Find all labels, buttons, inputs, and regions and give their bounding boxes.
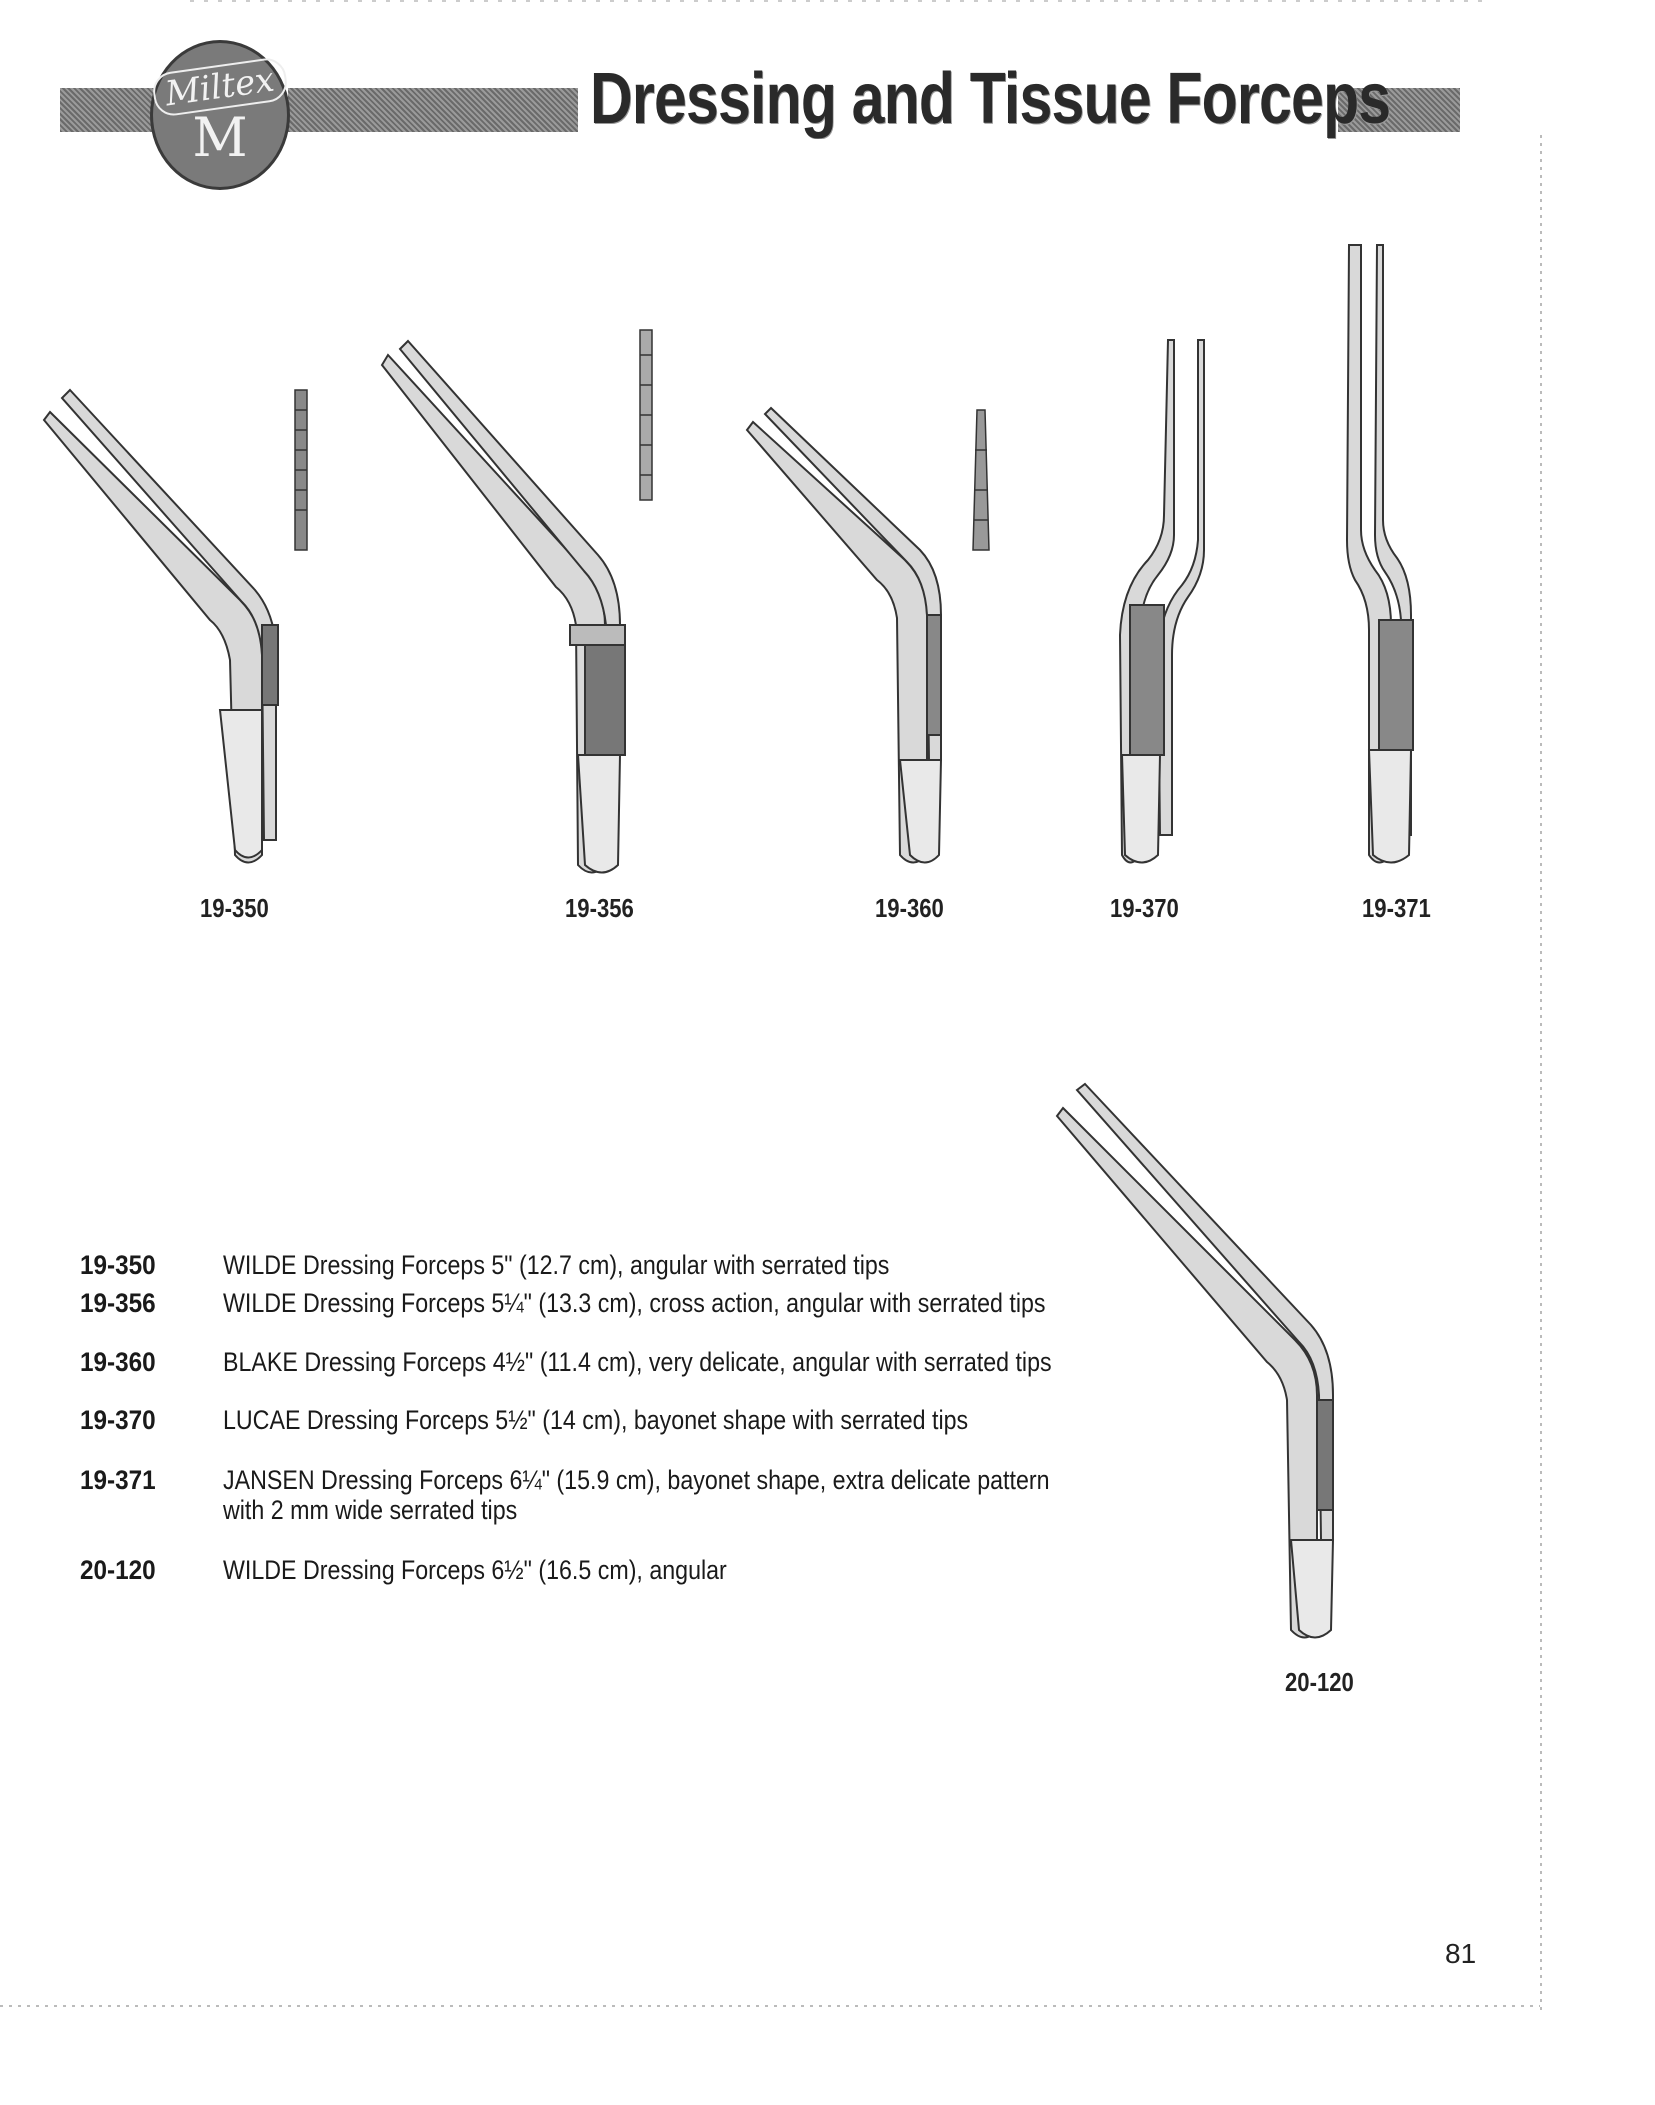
- angular-forceps-icon: [747, 408, 941, 863]
- forceps-19-370-figure: [1110, 335, 1220, 875]
- angular-forceps-icon: [1057, 1084, 1333, 1638]
- miltex-logo: [150, 40, 290, 190]
- forceps-20-120-figure: [1055, 1070, 1345, 1650]
- forceps-19-356-figure: [380, 325, 680, 885]
- page-header: [60, 40, 1480, 190]
- tip-detail-icon: [640, 330, 652, 500]
- top-scan-rule: [190, 0, 1490, 2]
- page-number: 81: [1445, 1938, 1477, 1969]
- spec-description-line: JANSEN Dressing Forceps 6¼" (15.9 cm), bayonet shape, extra delicate pattern: [223, 1465, 1050, 1495]
- figure-label-20-120: 20-120: [1285, 1667, 1354, 1697]
- tip-detail-icon: [973, 410, 989, 550]
- bayonet-forceps-icon: [1347, 245, 1413, 863]
- page-title: Dressing and Tissue Forceps: [590, 59, 1391, 139]
- spec-description: LUCAE Dressing Forceps 5½" (14 cm), bayonet shape with serrated tips: [223, 1405, 969, 1435]
- figure-label-19-350: 19-350: [200, 893, 269, 923]
- forceps-19-371-figure: [1335, 240, 1445, 875]
- bottom-scan-rule: [0, 2005, 1540, 2007]
- right-scan-rule: [1540, 130, 1542, 2010]
- spec-description: [223, 1465, 1066, 1525]
- tip-detail-icon: [295, 390, 307, 550]
- figure-label-19-370: 19-370: [1110, 893, 1179, 923]
- spec-description: BLAKE Dressing Forceps 4½" (11.4 cm), very delicate, angular with serrated tips: [223, 1347, 1052, 1377]
- figure-label-19-356: 19-356: [565, 893, 634, 923]
- spec-code: 19-350: [80, 1250, 156, 1280]
- spec-code: 19-360: [80, 1347, 156, 1377]
- bayonet-forceps-icon: [1120, 340, 1204, 863]
- header-bar-left: [60, 88, 155, 132]
- figure-label-19-371: 19-371: [1362, 893, 1431, 923]
- cross-action-forceps-icon: [382, 341, 625, 873]
- spec-description-line: with 2 mm wide serrated tips: [223, 1495, 518, 1525]
- spec-code: 19-356: [80, 1288, 156, 1318]
- spec-description: WILDE Dressing Forceps 5¼" (13.3 cm), cross action, angular with serrated tips: [223, 1288, 1046, 1318]
- spec-description: WILDE Dressing Forceps 6½" (16.5 cm), angular: [223, 1555, 727, 1585]
- logo-letter: M: [192, 106, 248, 169]
- spec-code: 19-371: [80, 1465, 156, 1495]
- spec-code: 20-120: [80, 1555, 156, 1585]
- spec-code: 19-370: [80, 1405, 156, 1435]
- spec-description: WILDE Dressing Forceps 5" (12.7 cm), angular with serrated tips: [223, 1250, 890, 1280]
- figure-label-19-360: 19-360: [875, 893, 944, 923]
- angular-forceps-icon: [44, 390, 278, 863]
- forceps-19-350-figure: [40, 370, 340, 870]
- logo-script-text: Miltex: [151, 56, 289, 118]
- header-bar-middle: [288, 88, 578, 132]
- forceps-19-360-figure: [745, 400, 1015, 870]
